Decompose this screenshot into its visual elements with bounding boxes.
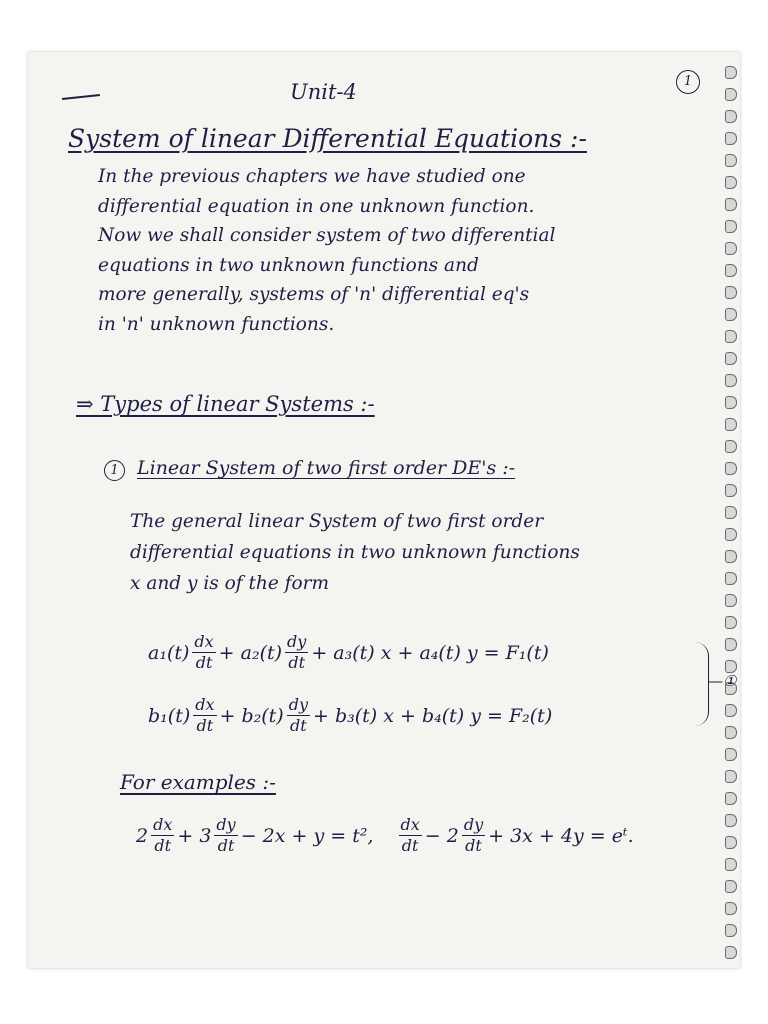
intro-paragraph — [98, 162, 555, 339]
fraction-dy-dt: $\frac{dy}{dt}$ — [463, 815, 484, 855]
fraction-dy-dt: $\frac{dy}{dt}$ — [216, 815, 236, 855]
equation-label: —① — [708, 672, 737, 690]
page-title: System of linear Differential Equations :- — [68, 124, 587, 153]
intro-line: In the previous chapters we have studied one — [98, 166, 526, 187]
section-line: differential equations in two unknown functions — [130, 542, 580, 563]
notebook-page — [28, 52, 740, 968]
section-line: x and y is of the form — [130, 573, 330, 594]
unit-heading: Unit-4 — [290, 80, 357, 104]
system-brace — [694, 642, 709, 726]
page-number: 1 — [676, 70, 700, 94]
types-heading: ⇒ Types of linear Systems :- — [76, 392, 375, 416]
system-equation-1: a₁(t) $\frac{dx}{dt}$ + a₂(t) $\frac{dy}{dt}$ + a₃(t) x + a₄(t) y = F₁(t) — [148, 632, 549, 672]
section-paragraph — [130, 506, 580, 599]
fraction-dx-dt: $\frac{dx}{dt}$ — [400, 815, 420, 855]
examples-heading: For examples :- — [120, 770, 276, 794]
intro-line: more generally, systems of 'n' differential eq's — [98, 284, 530, 305]
fraction-dx-dt: $\frac{dx}{dt}$ — [195, 695, 215, 735]
section-number: 1 — [104, 460, 125, 481]
intro-line: Now we shall consider system of two differential — [98, 225, 556, 246]
intro-line: differential equation in one unknown function. — [98, 195, 535, 217]
fraction-dy-dt: $\frac{dy}{dt}$ — [287, 632, 307, 672]
margin-dash — [62, 94, 100, 100]
intro-line: in 'n' unknown functions. — [98, 313, 335, 335]
intro-line: equations in two unknown functions and — [98, 254, 479, 276]
example-equations: 2 $\frac{dx}{dt}$ + 3 $\frac{dy}{dt}$ − 2x + y = t², $\frac{dx}{dt}$ − 2 $\frac{dy}{dt}$ + 3x + 4y = eᵗ. — [136, 815, 634, 855]
fraction-dx-dt: $\frac{dx}{dt}$ — [153, 815, 173, 855]
section-heading — [104, 457, 515, 481]
fraction-dx-dt: $\frac{dx}{dt}$ — [194, 632, 214, 672]
system-equation-2: b₁(t) $\frac{dx}{dt}$ + b₂(t) $\frac{dy}{dt}$ + b₃(t) x + b₄(t) y = F₂(t) — [148, 695, 553, 735]
section-title: Linear System of two first order DE's :- — [137, 457, 516, 479]
spiral-binding — [720, 66, 740, 946]
fraction-dy-dt: $\frac{dy}{dt}$ — [288, 695, 308, 735]
section-line: The general linear System of two first order — [130, 511, 544, 532]
